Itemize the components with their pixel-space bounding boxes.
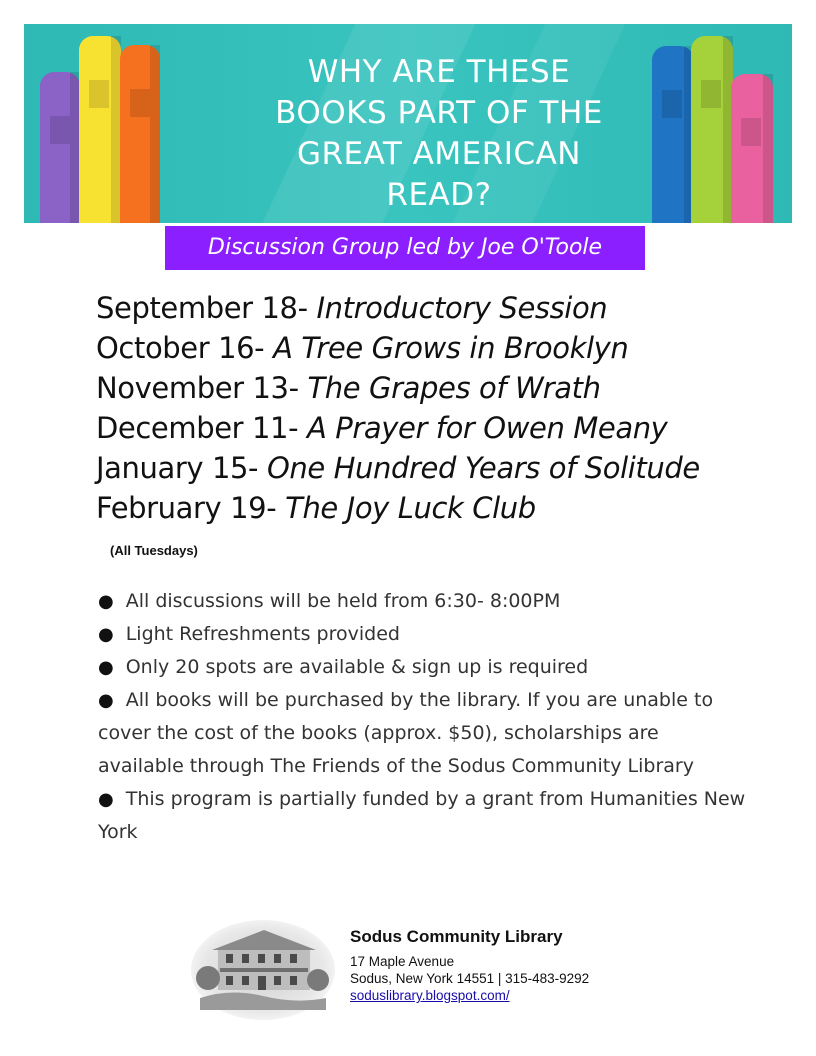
schedule-row — [96, 488, 796, 528]
schedule-book-title: The Grapes of Wrath — [307, 371, 601, 405]
library-city-phone: Sodus, New York 14551 | 315-483-9292 — [350, 971, 590, 986]
bullet-icon: ● — [98, 624, 114, 645]
schedule-date: September 18- — [96, 291, 308, 325]
schedule-book-title: A Prayer for Owen Meany — [307, 411, 668, 445]
schedule-date: February 19- — [96, 491, 277, 525]
book-yellow-icon — [79, 36, 121, 223]
info-bullet — [98, 585, 748, 618]
schedule-date: October 16- — [96, 331, 265, 365]
schedule-date: November 13- — [96, 371, 299, 405]
banner-title-line: WHY ARE THESE — [307, 54, 571, 90]
library-building-photo — [190, 918, 336, 1022]
banner-title — [199, 52, 679, 216]
banner-title-line: GREAT AMERICAN — [296, 136, 581, 172]
bullet-text: Only 20 spots are available & sign up is required — [125, 656, 589, 678]
library-street: 17 Maple Avenue — [350, 954, 455, 969]
info-bullet — [98, 618, 748, 651]
subtitle-bar — [165, 226, 645, 270]
bullet-icon: ● — [98, 591, 114, 612]
schedule-row — [96, 328, 796, 368]
info-bullet — [98, 684, 748, 783]
schedule-row — [96, 408, 796, 448]
header-banner — [24, 24, 792, 223]
schedule-note: (All Tuesdays) — [110, 543, 198, 558]
schedule-book-title: Introductory Session — [316, 291, 608, 325]
schedule-date: January 15- — [96, 451, 259, 485]
library-website-link[interactable]: soduslibrary.blogspot.com/ — [350, 988, 510, 1003]
library-contact — [350, 927, 589, 1004]
schedule-row — [96, 368, 796, 408]
schedule-row — [96, 288, 796, 328]
book-purple-icon — [40, 72, 80, 223]
info-bullet — [98, 651, 748, 684]
book-green-icon — [691, 36, 733, 223]
schedule-book-title: The Joy Luck Club — [285, 491, 536, 525]
info-bullet — [98, 783, 748, 849]
bullet-text: All discussions will be held from 6:30- 8:00PM — [125, 590, 561, 612]
book-orange-icon — [120, 45, 160, 223]
schedule-row — [96, 448, 796, 488]
banner-title-line: READ? — [386, 177, 492, 213]
bullet-text: Light Refreshments provided — [125, 623, 400, 645]
book-pink-icon — [731, 74, 773, 223]
banner-title-line: BOOKS PART OF THE — [275, 95, 603, 131]
schedule-book-title: One Hundred Years of Solitude — [266, 451, 700, 485]
bullet-icon: ● — [98, 690, 114, 711]
subtitle-text: Discussion Group led by Joe O'Toole — [207, 235, 603, 260]
bullet-icon: ● — [98, 789, 114, 810]
info-bullet-list — [98, 585, 748, 849]
schedule-book-title: A Tree Grows in Brooklyn — [273, 331, 629, 365]
bullet-text: All books will be purchased by the library. If you are unable to cover the cost of the books (approx. $50), scholarships are available through The Friends of the Sodus Community Library — [98, 689, 714, 777]
schedule-date: December 11- — [96, 411, 299, 445]
library-name: Sodus Community Library — [350, 927, 563, 946]
bullet-icon: ● — [98, 657, 114, 678]
bullet-text: This program is partially funded by a grant from Humanities New York — [98, 788, 746, 843]
schedule-list — [96, 288, 796, 528]
